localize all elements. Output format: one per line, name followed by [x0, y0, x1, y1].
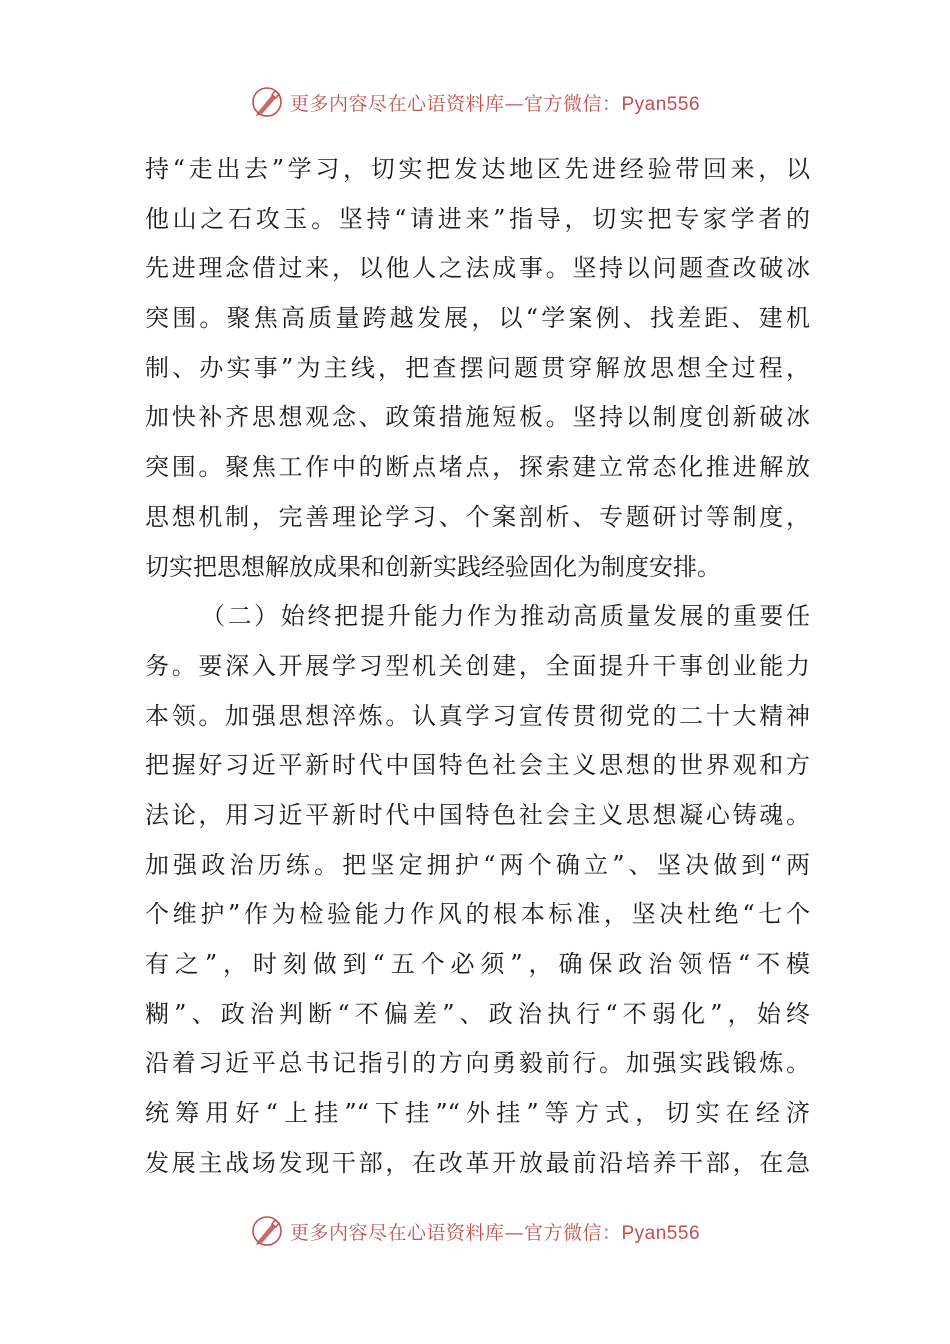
text-line: 糊”、政治判断“不偏差”、政治执行“不弱化”，始终 [145, 999, 810, 1028]
text-line: 务。要深入开展学习型机关创建，全面提升干事创业能力 [145, 651, 810, 680]
text-line: 持“走出去”学习，切实把发达地区先进经验带回来，以 [145, 155, 810, 183]
text-line-paragraph-end: 切实把思想解放成果和创新实践经验固化为制度安排。 [145, 552, 721, 581]
text-line: 统筹用好“上挂”“下挂”“外挂”等方式，切实在经济 [145, 1099, 810, 1128]
text-line: 沿着习近平总书记指引的方向勇毅前行。加强实践锻炼。 [145, 1049, 810, 1078]
watermark-text: 更多内容尽在心语资料库—官方微信：Pyan556 [289, 92, 701, 115]
text-line: 本领。加强思想淬炼。认真学习宣传贯彻党的二十大精神 [145, 701, 810, 730]
pen-nib-icon [250, 1214, 284, 1248]
text-line: 思想机制，完善理论学习、个案剖析、专题研讨等制度， [145, 502, 810, 531]
text-line: 加强政治历练。把坚定拥护“两个确立”、坚决做到“两 [145, 850, 810, 879]
text-line: 加快补齐思想观念、政策措施短板。坚持以制度创新破冰 [145, 403, 810, 432]
watermark-text: 更多内容尽在心语资料库—官方微信：Pyan556 [289, 1221, 701, 1244]
text-line: 先进理念借过来，以他人之法成事。坚持以问题查改破冰 [145, 254, 810, 283]
section-heading-line: （二）始终把提升能力作为推动高质量发展的重要任 [201, 602, 810, 631]
text-line: 制、办实事”为主线，把查摆问题贯穿解放思想全过程， [145, 353, 810, 382]
text-line: 法论，用习近平新时代中国特色社会主义思想凝心铸魂。 [145, 800, 810, 829]
text-line: 突围。聚焦工作中的断点堵点，探索建立常态化推进解放 [145, 453, 810, 482]
document-body [145, 145, 810, 1188]
text-line: 突围。聚焦高质量跨越发展，以“学案例、找差距、建机 [145, 304, 810, 333]
watermark-footer [0, 1211, 950, 1251]
text-line: 他山之石攻玉。坚持“请进来”指导，切实把专家学者的 [145, 204, 810, 233]
watermark-header [0, 82, 950, 122]
text-line: 发展主战场发现干部，在改革开放最前沿培养干部，在急 [145, 1148, 810, 1177]
pen-nib-icon [250, 85, 284, 119]
text-line: 有之”，时刻做到“五个必须”，确保政治领悟“不模 [145, 950, 810, 978]
text-line: 个维护”作为检验能力作风的根本标准，坚决杜绝“七个 [145, 900, 810, 929]
text-line: 把握好习近平新时代中国特色社会主义思想的世界观和方 [145, 751, 810, 780]
